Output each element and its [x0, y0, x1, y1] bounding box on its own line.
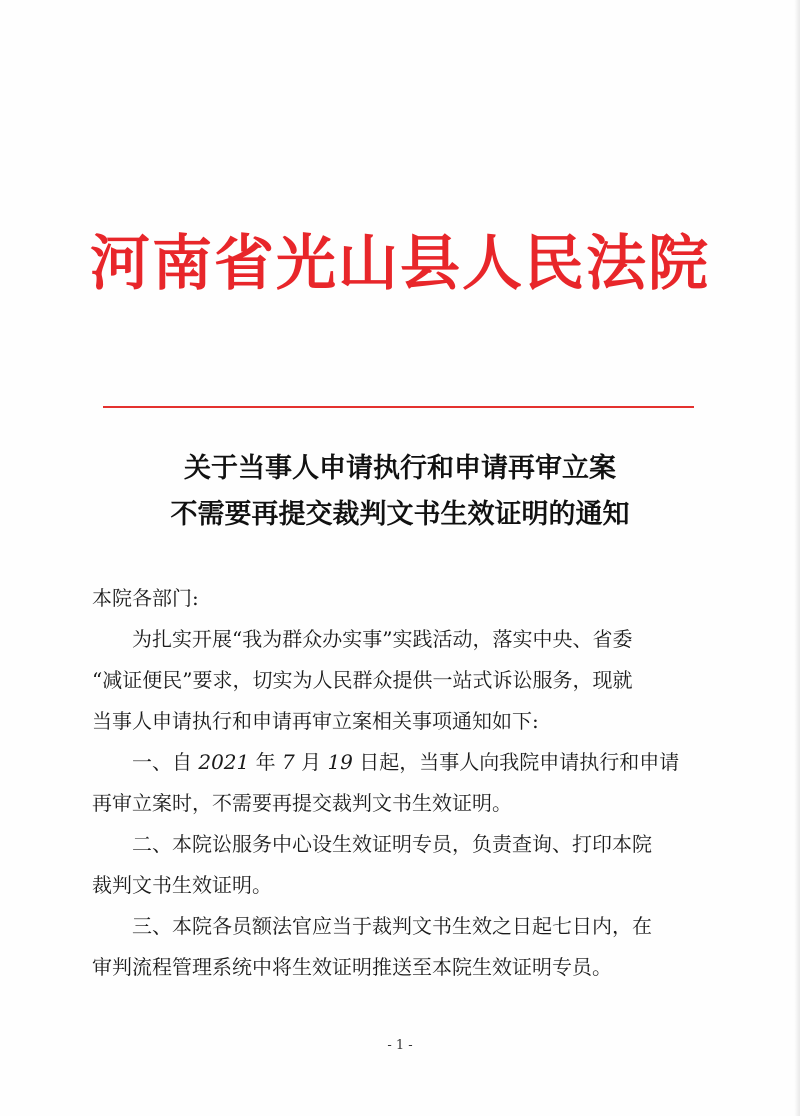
intro-line-2: “减证便民”要求，切实为人民群众提供一站式诉讼服务，现就 — [92, 668, 633, 692]
page-number: - 1 - — [387, 1038, 413, 1053]
letterhead-red-rule — [103, 406, 694, 408]
item-1-year: 2021 — [198, 750, 250, 774]
page-edge-shadow — [794, 0, 800, 1116]
notice-title — [0, 446, 800, 538]
intro-line-3: 当事人申请执行和申请再审立案相关事项通知如下: — [92, 709, 539, 733]
salutation: 本院各部门: — [92, 586, 199, 610]
item-1-post: 日起，当事人向我院申请执行和申请 — [352, 750, 680, 774]
intro-line-1: 为扎实开展“我为群众办实事”实践活动，落实中央、省委 — [132, 627, 633, 651]
item-1-mid1: 年 — [249, 750, 282, 774]
item-2-line-2: 裁判文书生效证明。 — [92, 873, 272, 897]
item-1-day: 19 — [327, 750, 353, 774]
item-1-month: 7 — [281, 750, 295, 774]
notice-title-line-1: 关于当事人申请执行和申请再审立案 — [184, 453, 616, 484]
item-2-line-1: 二、本院讼服务中心设生效证明专员，负责查询、打印本院 — [132, 832, 652, 856]
item-3-line-1: 三、本院各员额法官应当于裁判文书生效之日起七日内，在 — [132, 914, 652, 938]
item-1-mid2: 月 — [294, 750, 328, 774]
letterhead-court-name: 河南省光山县人民法院 — [90, 229, 710, 299]
item-1-pre: 一、自 — [132, 750, 199, 774]
item-1-line-1 — [92, 742, 722, 783]
item-3-line-2: 审判流程管理系统中将生效证明推送至本院生效证明专员。 — [92, 955, 612, 979]
notice-body — [92, 578, 722, 988]
notice-title-line-2: 不需要再提交裁判文书生效证明的通知 — [170, 499, 630, 530]
item-1-line-2: 再审立案时，不需要再提交裁判文书生效证明。 — [92, 791, 512, 815]
